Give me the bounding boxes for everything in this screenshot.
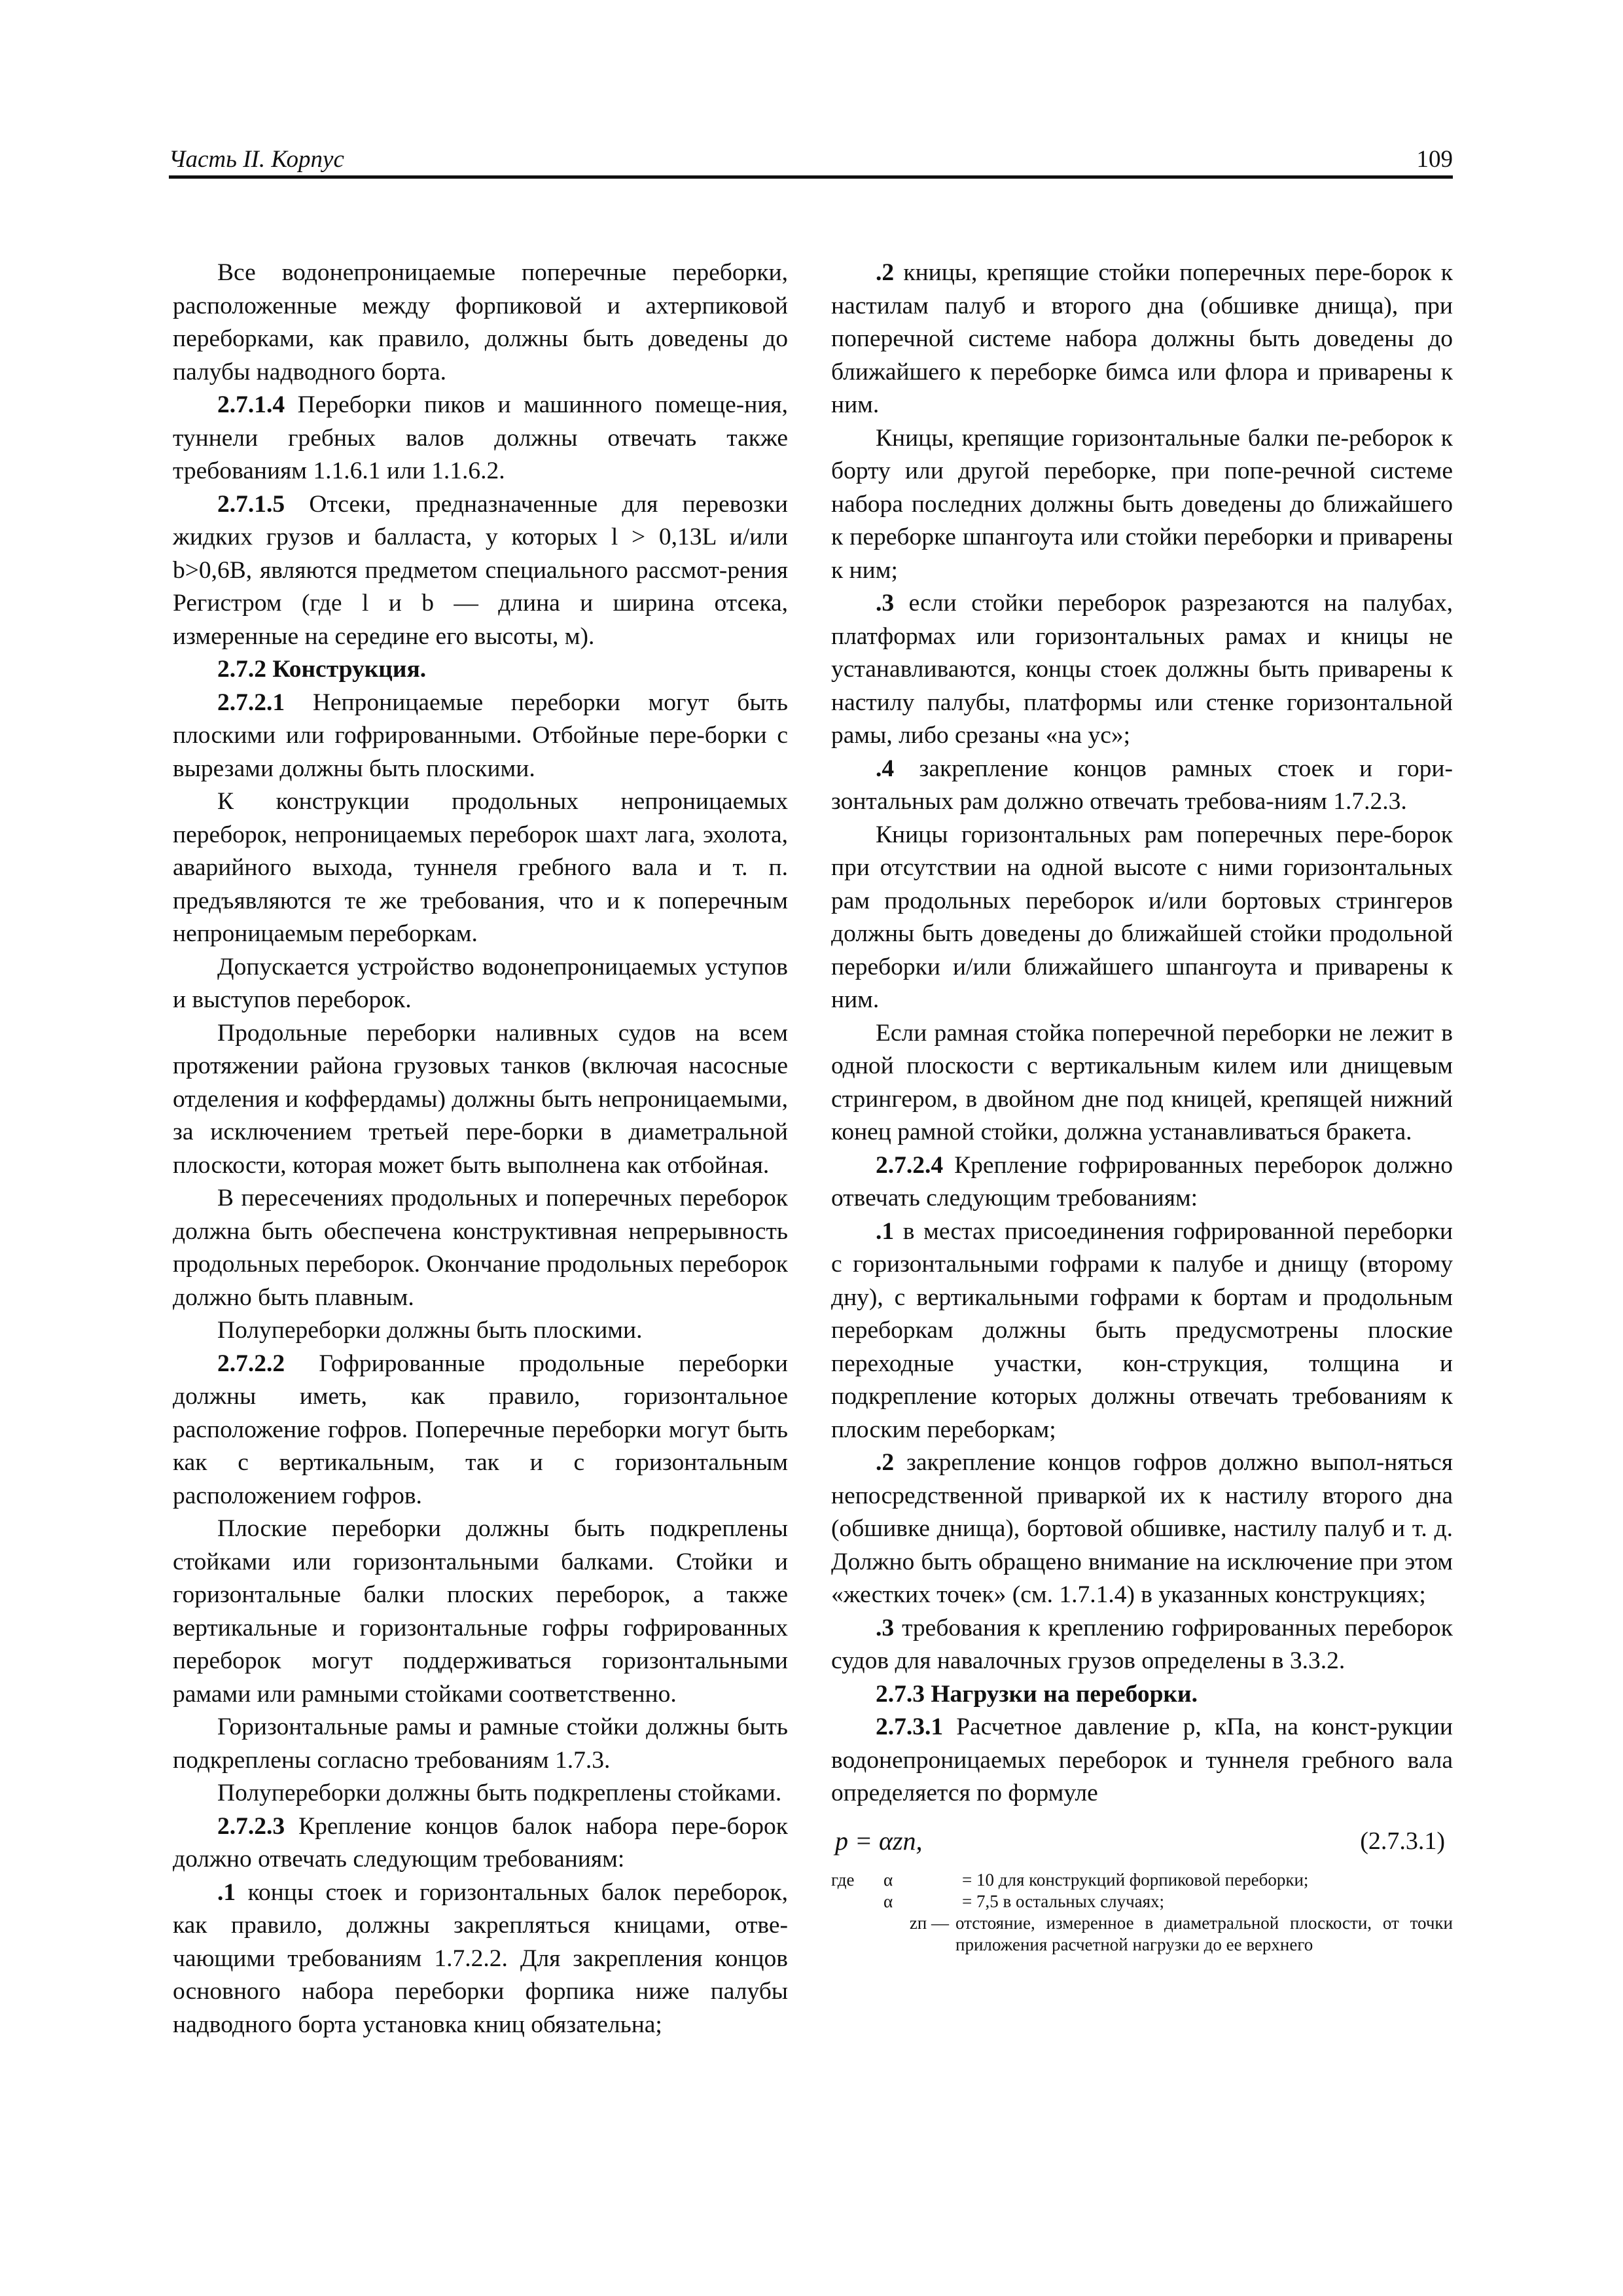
paragraph-text: Нагрузки на переборки. — [931, 1680, 1198, 1708]
clause-number: 2.7.1.4 — [217, 391, 285, 418]
clause-number: 2.7.2.4 — [876, 1151, 944, 1179]
paragraph-text: Горизонтальные рамы и рамные стойки должны быть подкреплены согласно требованиям 1.7.3. — [173, 1713, 788, 1774]
paragraph — [831, 753, 1453, 819]
paragraph-text: Если рамная стойка поперечной переборки не лежит в одной плоскости с вертикальным килем или днищевым стрингером, в двойном дне под кницей, крепящей нижний конец рамной стойки, должна устанавливаться бракета. — [831, 1019, 1453, 1145]
left-column — [173, 257, 788, 2041]
paragraph — [831, 819, 1453, 1017]
paragraph — [173, 785, 788, 951]
formula-block — [831, 1825, 1453, 1865]
page-number: 109 — [1416, 146, 1453, 173]
paragraph — [831, 1215, 1453, 1447]
clause-number: 2.7.2.1 — [217, 689, 285, 716]
paragraph-text: Продольные переборки наливных судов на всем протяжении района грузовых танков (включая насосные отделения и коффердамы) должны быть непроницаемыми, за исключением третьей пере-борки в диаметральной плоскости, которая может быть выполнена как отбойная. — [173, 1019, 788, 1179]
clause-number: .3 — [876, 590, 895, 617]
right-column-paragraphs — [831, 257, 1453, 1810]
paragraph — [831, 422, 1453, 588]
paragraph-text: Непроницаемые переборки могут быть плоскими или гофрированными. Отбойные пере-борки с вырезами должны быть плоскими. — [173, 689, 788, 782]
paragraph — [173, 1810, 788, 1876]
paragraph-text: Полупереборки должны быть плоскими. — [217, 1317, 643, 1344]
paragraph-text: закрепление концов гофров должно выпол-няться непосредственной приваркой их к настилу второго дна (обшивке днища), бортовой обшивке, настилу палуб и т. д. Должно быть обращено внимание на исключение при этом «жестких точек» (см. 1.7.1.4) в указанных конструкциях; — [831, 1449, 1454, 1608]
paragraph-text: К конструкции продольных непроницаемых переборок, непроницаемых переборок шахт лага, эхолота, аварийного выхода, туннеля гребного вала и т. п. предъявляются те же требования, что и к поперечным непроницаемым переборкам. — [173, 788, 788, 947]
clause-number: 2.7.2.2 — [217, 1350, 285, 1377]
legend-lead: где — [831, 1869, 855, 1890]
page-header — [169, 145, 1453, 178]
clause-number: 2.7.3 — [876, 1680, 925, 1708]
paragraph — [173, 488, 788, 654]
paragraph — [831, 257, 1453, 422]
paragraph-text: Переборки пиков и машинного помеще-ния, туннели гребных валов должны отвечать также требованиям 1.1.6.1 или 1.1.6.2. — [173, 391, 789, 484]
paragraph-text: Кницы горизонтальных рам поперечных пере-борок при отсутствии на одной высоте с ними горизонтальных рам продольных переборок и/или бортовых стрингеров должны быть доведены до ближайшей стойки продольной переборки и/или ближайшего шпангоута и приварены к ним. — [831, 821, 1453, 1013]
paragraph-text: Конструкция. — [272, 656, 427, 683]
legend-symbol: α — [883, 1891, 893, 1911]
clause-number: .2 — [876, 1449, 895, 1476]
legend-row — [831, 1891, 1453, 1912]
formula-number: (2.7.3.1) — [1360, 1827, 1445, 1855]
clause-number: 2.7.2 — [217, 656, 266, 683]
paragraph — [173, 1513, 788, 1711]
formula-expression: p = αzп, — [835, 1825, 923, 1856]
paragraph-text: Крепление гофрированных переборок должно отвечать следующим требованиям: — [831, 1151, 1453, 1211]
clause-number: .2 — [876, 259, 895, 286]
paragraph — [831, 1446, 1453, 1612]
paragraph-text: в местах присоединения гофрированной переборки с горизонтальными гофрами к палубе и днищу (второму дну), с вертикальными гофрами к бортам и продольным переборкам должны быть предусмотрены плоские переходные участки, кон-струкция, толщина и подкрепление которых должны отвечать требованиям к плоским переборкам; — [831, 1217, 1454, 1443]
paragraph — [173, 1711, 788, 1777]
paragraph-text: Допускается устройство водонепроницаемых уступов и выступов переборок. — [173, 953, 788, 1013]
paragraph — [831, 1678, 1453, 1712]
legend-text: = 7,5 в остальных случаях; — [962, 1891, 1165, 1911]
paragraph — [173, 1182, 788, 1314]
paragraph-text: кницы, крепящие стойки поперечных пере-борок к настилам палуб и второго дна (обшивке днища), при поперечной системе набора должны быть доведены до ближайшего к переборке бимса или флора и приварены к ним. — [831, 259, 1453, 418]
paragraph-text: Все водонепроницаемые поперечные переборки, расположенные между форпиковой и ахтерпиковой переборками, как правило, должны быть доведены до палубы надводного борта. — [173, 259, 788, 386]
paragraph-text: закрепление концов рамных стоек и гори-зонтальных рам должно отвечать требова-ниям 1.7.2.3. — [831, 755, 1453, 815]
paragraph-text: Плоские переборки должны быть подкреплены стойками или горизонтальными балками. Стойки и горизонтальные балки плоских переборок, а также вертикальные и горизонтальные гофры гофрированных переборок могут поддерживаться горизонтальными рамами или рамными стойками соответственно. — [173, 1515, 788, 1708]
paragraph-text: требования к креплению гофрированных переборок судов для навалочных грузов определены в 3.3.2. — [831, 1614, 1453, 1674]
legend-symbol: α — [883, 1869, 893, 1890]
paragraph — [173, 1348, 788, 1513]
clause-number: .4 — [876, 755, 895, 782]
clause-number: 2.7.1.5 — [217, 490, 285, 518]
paragraph — [831, 1711, 1453, 1810]
paragraph-text: Кницы, крепящие горизонтальные балки пе-реборок к борту или другой переборке, при попе-речной системе набора последних должны быть доведены до ближайшего к переборке шпангоута или стойки переборки и приварены к ним; — [831, 424, 1453, 584]
header-rule — [169, 175, 1453, 179]
paragraph — [173, 1314, 788, 1348]
paragraph — [173, 1876, 788, 2042]
legend-row — [831, 1912, 1453, 1956]
right-column — [831, 257, 1453, 1956]
running-head-section: Часть II. Корпус — [169, 146, 344, 173]
paragraph-text: Отсеки, предназначенные для перевозки жидких грузов и балласта, у которых l > 0,13L и/или b>0,6B, являются предметом специального рассмот-рения Регистром (где l и b — длина и ширина отсека, измеренные на середине его высоты, м). — [173, 490, 788, 650]
clause-number: .1 — [217, 1878, 236, 1906]
paragraph-text: Гофрированные продольные переборки должны иметь, как правило, горизонтальное расположение гофров. Поперечные переборки могут быть как с вертикальным, так и с горизонтальным расположением гофров. — [173, 1350, 789, 1509]
clause-number: .1 — [876, 1217, 895, 1245]
paragraph — [173, 687, 788, 786]
paragraph — [831, 587, 1453, 753]
paragraph-text: Полупереборки должны быть подкреплены стойками. — [217, 1780, 782, 1806]
paragraph — [831, 1149, 1453, 1215]
legend-row — [831, 1869, 1453, 1891]
clause-number: 2.7.3.1 — [876, 1713, 944, 1740]
paragraph-text: Крепление концов балок набора пере-борок должно отвечать следующим требованиям: — [173, 1812, 789, 1873]
paragraph — [173, 257, 788, 389]
paragraph — [173, 1777, 788, 1810]
clause-number: .3 — [876, 1614, 895, 1641]
legend-text: = 10 для конструкций форпиковой переборки; — [962, 1869, 1309, 1890]
legend-text: отстояние, измеренное в диаметральной плоскости, от точки приложения расчетной нагрузки до ее верхнего — [955, 1912, 1453, 1954]
paragraph-text: если стойки переборок разрезаются на палубах, платформах или горизонтальных рамах и кницы не устанавливаются, концы стоек должны быть приварены к настилу палубы, платформы или стенке горизонтальной рамы, либо срезаны «на ус»; — [831, 590, 1454, 749]
paragraph — [173, 653, 788, 687]
clause-number: 2.7.2.3 — [217, 1812, 285, 1840]
paragraph — [831, 1017, 1453, 1149]
paragraph-text: В пересечениях продольных и поперечных переборок должна быть обеспечена конструктивная непрерывность продольных переборок. Окончание продольных переборок должно быть плавным. — [173, 1185, 788, 1311]
paragraph — [173, 951, 788, 1017]
paragraph-text: концы стоек и горизонтальных балок переборок, как правило, должны закрепляться кницами, отве-чающими требованиям 1.7.2.2. Для закрепления концов основного набора переборки форпика ниже палубы надводного борта установка книц обязательна; — [173, 1878, 789, 2038]
formula-legend — [831, 1869, 1453, 1956]
paragraph-text: Расчетное давление p, кПа, на конст-рукции водонепроницаемых переборок и туннеля гребного вала определяется по формуле — [831, 1713, 1453, 1806]
paragraph — [831, 1612, 1453, 1678]
paragraph — [173, 1017, 788, 1183]
paragraph — [173, 389, 788, 488]
legend-symbol: zп — — [909, 1912, 949, 1933]
